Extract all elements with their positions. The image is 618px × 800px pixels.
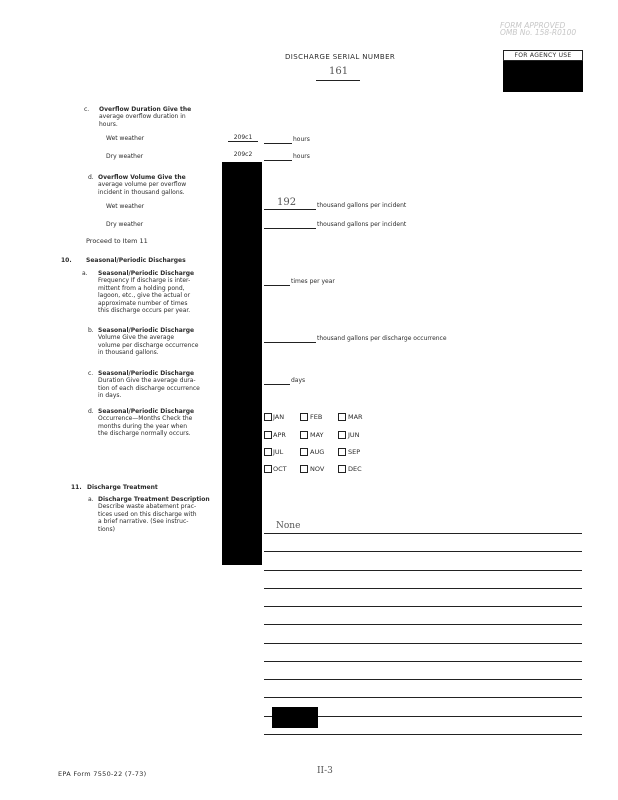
item-d-letter: d. [88,174,94,181]
item-c-wet-label: Wet weather [106,135,145,142]
item-10a-field[interactable] [264,285,290,286]
label-apr: APR [273,431,286,439]
item-d-line-2: average volume per overflow [98,181,187,189]
item-c-description [99,106,191,128]
item-10b-field[interactable] [264,342,316,343]
item-10b-unit: thousand gallons per discharge occurrence [317,335,447,342]
page-number: II-3 [317,766,333,776]
serial-underline [316,80,360,81]
serial-value: 161 [329,66,349,77]
agency-column-redaction [222,162,262,565]
item-10d-description [98,408,194,438]
item-11a-line-1: Discharge Treatment Description [98,496,210,503]
label-mar: MAR [348,413,363,421]
item-10c-line-3: tion of each discharge occurrence [98,384,200,392]
item-c-wet-field[interactable] [264,143,292,144]
label-feb: FEB [310,413,323,421]
label-nov: NOV [310,465,325,473]
item-10c-line-2: Duration Give the average dura- [98,377,196,385]
checkbox-nov[interactable] [300,465,308,473]
item-d-dry-field[interactable] [264,228,316,229]
item-11-number: 11. [71,484,82,491]
item-10b-line-2: Volume Give the average [98,334,175,342]
item-c-wet-unit: hours [293,136,310,143]
label-dec: DEC [348,465,362,473]
item-10c-unit: days [291,377,306,384]
agency-redaction [503,61,583,92]
narrative-line-5[interactable] [264,606,582,607]
label-jan: JAN [273,413,285,421]
item-c-dry-field[interactable] [264,160,292,161]
checkbox-dec[interactable] [338,465,346,473]
stamp-line-1: FORM APPROVED [500,21,566,30]
item-c-line-1: Overflow Duration Give the [99,106,192,113]
item-d-dry-unit: thousand gallons per incident [317,221,407,228]
narrative-line-1[interactable] [264,533,582,534]
item-10b-line-4: in thousand gallons. [98,349,159,357]
narrative-line-2[interactable] [264,551,582,552]
checkbox-sep[interactable] [338,448,346,456]
item-10d-line-4: the discharge normally occurs. [98,430,191,438]
item-10c-field[interactable] [264,384,290,385]
item-10d-line-1: Seasonal/Periodic Discharge [98,408,195,415]
code-209c1: 209c1 [228,134,258,142]
checkbox-may[interactable] [300,431,308,439]
item-10a-unit: times per year [291,278,335,285]
item-c-dry-unit: hours [293,153,310,160]
item-d-wet-unit: thousand gallons per incident [317,202,407,209]
item-10c-line-4: in days. [98,392,122,400]
checkbox-feb[interactable] [300,413,308,421]
item-10c-line-1: Seasonal/Periodic Discharge [98,370,195,377]
narrative-line-3[interactable] [264,570,582,571]
item-10b-line-1: Seasonal/Periodic Discharge [98,327,195,334]
label-jun: JUN [348,431,360,439]
item-d-description [98,174,186,196]
narrative-line-4[interactable] [264,588,582,589]
item-11a-line-3: tices used on this discharge with [98,510,197,518]
item-10a-letter: a. [82,270,88,277]
item-d-line-3: incident in thousand gallons. [98,188,185,196]
proceed-instruction: Proceed to Item 11 [86,237,148,245]
item-10c-letter: c. [88,370,94,377]
item-10-number: 10. [61,257,72,264]
narrative-line-9[interactable] [264,679,582,680]
item-c-dry-label: Dry weather [106,153,144,160]
item-11a-description [98,496,210,533]
checkbox-apr[interactable] [264,431,272,439]
serial-label: DISCHARGE SERIAL NUMBER [285,53,396,61]
item-10b-letter: b. [88,327,94,334]
item-10d-letter: d. [88,408,94,415]
checkbox-oct[interactable] [264,465,272,473]
form-approved-stamp [500,22,576,36]
agency-use-label: FOR AGENCY USE [503,50,583,61]
narrative-line-6[interactable] [264,624,582,625]
item-10a-line-4: lagoon, etc., give the actual or [98,292,191,300]
item-10-title: Seasonal/Periodic Discharges [86,257,186,264]
item-10a-line-3: mittent from a holding pond, [98,284,185,292]
narrative-line-8[interactable] [264,661,582,662]
item-10b-line-3: volume per discharge occurrence [98,341,199,349]
item-11a-letter: a. [88,496,94,503]
item-10a-line-1: Seasonal/Periodic Discharge [98,270,195,277]
item-c-line-2: average overflow duration in [99,113,186,121]
item-d-line-1: Overflow Volume Give the [98,174,186,181]
label-aug: AUG [310,448,325,456]
item-d-dry-label: Dry weather [106,221,144,228]
item-10a-line-2: Frequency If discharge is inter- [98,277,191,285]
item-11a-answer: None [276,521,301,531]
item-11a-line-5: tions) [98,525,115,533]
narrative-line-10[interactable] [264,697,582,698]
checkbox-jun[interactable] [338,431,346,439]
narrative-line-7[interactable] [264,643,582,644]
item-10d-line-2: Occurrence—Months Check the [98,415,193,423]
checkbox-jul[interactable] [264,448,272,456]
item-11a-line-4: a brief narrative. (See instruc- [98,518,189,526]
item-c-line-3: hours. [99,120,118,128]
item-11-title: Discharge Treatment [87,484,158,491]
label-sep: SEP [348,448,361,456]
stamp-line-2: OMB No. 158-R0100 [500,28,577,37]
item-c-letter: c. [84,106,90,113]
code-209c2: 209c2 [233,151,253,158]
checkbox-aug[interactable] [300,448,308,456]
item-10b-description [98,327,198,357]
label-jul: JUL [273,448,284,456]
narrative-line-12[interactable] [264,734,582,735]
item-d-wet-value: 192 [277,197,297,208]
item-d-wet-label: Wet weather [106,203,145,210]
item-10c-description [98,370,200,400]
item-10a-line-5: approximate number of times [98,299,188,307]
checkbox-jan[interactable] [264,413,272,421]
label-oct: OCT [273,465,287,473]
item-d-wet-field[interactable] [264,209,316,210]
item-10d-line-3: months during the year when [98,422,188,430]
narrative-redaction [272,707,318,728]
label-may: MAY [310,431,324,439]
item-10a-description [98,270,194,314]
item-10a-line-6: this discharge occurs per year. [98,307,191,315]
checkbox-mar[interactable] [338,413,346,421]
form-number: EPA Form 7550-22 (7-73) [58,770,147,778]
item-11a-line-2: Describe waste abatement prac- [98,503,197,511]
